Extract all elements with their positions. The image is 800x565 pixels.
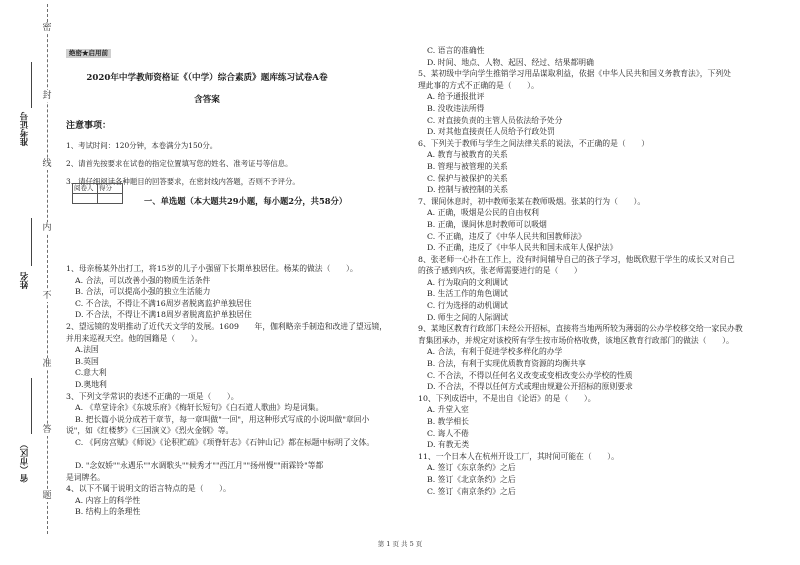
answer-option <box>66 309 348 321</box>
line-text: A. 教育与被教育的关系 <box>427 150 508 160</box>
answer-option <box>66 367 348 379</box>
question-stem <box>66 321 388 333</box>
secret-tag: 绝密★启用前 <box>66 49 111 58</box>
line-text: A. 给予通报批评 <box>427 92 485 102</box>
seal-dashed-line <box>47 4 48 534</box>
line-text: 5、某初级中学向学生推销学习用品谋取利益，依据《中华人民共和国义务教育法》，下列处 <box>418 69 731 79</box>
question-text-line <box>66 425 348 437</box>
answer-option <box>418 462 783 474</box>
line-text: A. 合法，有利于促进学校多样化的办学 <box>427 347 563 357</box>
answer-option <box>418 358 783 370</box>
answer-option <box>66 379 348 391</box>
question-stem <box>418 196 783 208</box>
line-text: B. 管理与被管理的关系 <box>427 161 508 171</box>
line-text: A. 合法，可以改善小强的物质生活条件 <box>75 275 211 285</box>
question-stem <box>418 451 783 463</box>
line-text: C. 签订《南京条约》之后 <box>427 486 516 496</box>
seal-char: 不 <box>40 290 54 302</box>
answer-option <box>418 126 783 138</box>
question-stem <box>418 68 783 80</box>
line-text: C. 行为选择的动机调试 <box>427 301 508 311</box>
seal-char: 内 <box>40 222 54 234</box>
answer-option <box>418 439 783 451</box>
line-text: 并用来巡视天空。他的国籍是（ ）。 <box>66 333 203 343</box>
answer-option <box>66 437 375 449</box>
line-text: C.意大利 <box>75 368 107 378</box>
line-text: 6、下列关于教师与学生之间法律关系的说法，不正确的是（ ） <box>418 138 650 148</box>
answer-option <box>418 300 783 312</box>
line-text: D. 不合法，不得让不满18周岁者脱离监护单独居住 <box>75 310 252 320</box>
line-text: C. 保护与被保护的关系 <box>427 173 508 183</box>
line-text: 11、一个日本人在杭州开设工厂，其时间可能在（ ）。 <box>418 451 619 461</box>
answer-option <box>418 346 783 358</box>
section-heading: 一、单选题（本大题共29小题，每小题2分，共58分） <box>144 196 348 206</box>
line-text: B. 没收违法所得 <box>427 103 485 113</box>
line-text: B. 签订《北京条约》之后 <box>427 474 516 484</box>
line-text: C. 语言的准确性 <box>427 46 485 55</box>
seal-char: 线 <box>40 158 54 170</box>
line-text: 9、某地区教育行政部门未经公开招标，直接将当地两所较为薄弱的公办学校移交给一家民办教 <box>418 324 743 334</box>
answer-option <box>418 219 783 231</box>
answer-option <box>66 298 348 310</box>
line-text: D. "念奴娇""永遇乐""水调歌头""候秀才""西江月""扬州慢""雨霖铃"等都 <box>75 461 324 471</box>
line-text: D. 不正确，违反了《中华人民共和国未成年人保护法》 <box>427 243 618 253</box>
left-column <box>66 40 348 206</box>
exam-id-label: 准考证号 <box>20 112 30 146</box>
score-row <box>66 183 348 207</box>
line-text: 2、望远镜的发明推动了近代天文学的发展。1609 年，伽利略亲手制造和改进了望远镜， <box>66 321 388 331</box>
question-text-line <box>418 80 783 92</box>
line-text: D. 不合法，不得以任何方式或理由规避公开招标的原则要求 <box>427 382 633 392</box>
line-text: B. 合法，有利于实现优质教育资源的均衡共享 <box>427 359 586 369</box>
question-stem <box>418 138 783 150</box>
line-text: D. 时间、地点、人物、起因、经过、结果都明确 <box>427 57 594 67</box>
question-stem <box>66 263 358 275</box>
seal-char: 密 <box>40 22 54 34</box>
line-text: 4、以下不属于说明文的语言特点的是（ ）。 <box>66 484 231 494</box>
notice-item: 2、请首先按要求在试卷的指定位置填写您的姓名、准考证号等信息。 <box>66 159 293 168</box>
answer-option <box>418 184 783 196</box>
line-text: C. 不正确，违反了《中华人民共和国教师法》 <box>427 231 586 241</box>
question-text-line <box>66 449 348 461</box>
line-text: B. 结构上的条理性 <box>75 507 141 517</box>
line-text: 理此事的方式不正确的是（ ）。 <box>418 80 539 90</box>
line-text: D.奥地利 <box>75 379 107 389</box>
line-text: A. 内容上的科学性 <box>75 495 141 505</box>
line-text: B.英国 <box>75 356 99 366</box>
answer-option <box>418 103 783 115</box>
notice-heading: 注意事项： <box>66 121 112 131</box>
question-stem <box>418 393 783 405</box>
question-stem <box>66 391 348 403</box>
exam-id-blank[interactable] <box>31 62 32 108</box>
question-stem <box>418 323 783 335</box>
answer-option <box>418 474 783 486</box>
reviewer-label: 阅卷人 <box>73 184 98 194</box>
notice-item: 1、考试时间：120分钟，本卷满分为150分。 <box>66 141 218 150</box>
answer-option <box>66 356 348 368</box>
line-text: C. 不合法，不得以任何名义改变或变相改变公办学校的性质 <box>427 370 633 380</box>
answer-option <box>418 161 783 173</box>
answer-option <box>418 91 783 103</box>
question-stem <box>418 254 783 266</box>
answer-option <box>66 495 348 507</box>
seal-line-margin <box>0 0 60 565</box>
score-label: 得分 <box>98 184 123 194</box>
name-label: 姓名 <box>20 272 30 289</box>
region-blank[interactable] <box>31 378 32 434</box>
answer-option <box>418 45 783 57</box>
region-label: 省（市区） <box>20 440 30 483</box>
line-text: C. 诲人不倦 <box>427 428 469 438</box>
exam-title: 2020年中学教师资格证《（中学）综合素质》题库练习试卷A卷 <box>86 73 328 83</box>
answer-option <box>418 242 783 254</box>
answer-option <box>66 275 348 287</box>
line-text: D. 师生之间的人际调试 <box>427 312 509 322</box>
left-question-lines <box>66 263 388 518</box>
exam-subtitle: 含答案 <box>194 95 220 105</box>
line-text: C. 不合法，不得让不满16周岁者脱离监护单独居住 <box>75 298 252 308</box>
answer-option <box>66 414 370 426</box>
line-text: A. 正确，吸烟是公民的自由权利 <box>427 208 539 218</box>
answer-option <box>418 288 783 300</box>
line-text: 的孩子感到内疚，张老师需要进行的是（ ） <box>418 266 582 276</box>
line-text: 育集团承办，并规定对该校所有学生按市场价格收费，该地区教育行政部门的做法（ ）。 <box>418 335 734 345</box>
answer-option <box>418 381 783 393</box>
question-text-line <box>66 472 348 484</box>
answer-option <box>66 460 348 472</box>
question-text-line <box>66 333 348 345</box>
answer-option <box>418 370 783 382</box>
answer-option <box>66 402 348 414</box>
answer-option <box>418 115 783 127</box>
reviewer-cell[interactable] <box>73 194 98 204</box>
answer-option <box>418 231 783 243</box>
question-stem <box>66 483 348 495</box>
line-text: C. 《阿房宫赋》《师说》《论积贮疏》《项脊轩志》《石钟山记》都在标题中标明了文体。 <box>75 437 375 447</box>
score-cell[interactable] <box>98 194 123 204</box>
question-text-line <box>418 265 783 277</box>
line-text: 是词牌名。 <box>66 472 105 482</box>
line-text: A. 升堂入室 <box>427 405 469 415</box>
answer-option <box>66 286 348 298</box>
answer-option <box>66 344 348 356</box>
answer-option <box>418 149 783 161</box>
page-footer: 第 1 页 共 5 页 <box>377 540 423 548</box>
line-text: A.法国 <box>75 345 99 355</box>
answer-option <box>418 277 783 289</box>
line-text: D. 控制与被控制的关系 <box>427 185 509 195</box>
answer-option <box>418 404 783 416</box>
line-text: D. 对其他直接责任人员给予行政处罚 <box>427 127 555 137</box>
score-box <box>72 183 123 204</box>
answer-option <box>418 486 783 498</box>
seal-char: 答 <box>40 424 54 436</box>
line-text: B. 正确，课间休息时教师可以吸烟 <box>427 219 547 229</box>
answer-option <box>418 57 783 69</box>
answer-option <box>418 312 783 324</box>
line-text: A. 《草堂诗余》《东坡乐府》《梅轩长短句》《白石道人歌曲》均是词集。 <box>75 403 324 413</box>
line-text: 3、下列文学常识的表述不正确的一项是（ ）。 <box>66 391 239 401</box>
line-text: B. 教学相长 <box>427 417 469 426</box>
answer-option <box>66 506 348 518</box>
answer-option <box>418 416 783 428</box>
line-text: 1、母亲杨某外出打工，将15岁的儿子小强留下长期单独居住。杨某的做法（ ）。 <box>66 264 358 273</box>
name-blank[interactable] <box>31 218 32 266</box>
line-text: A. 签订《东京条约》之后 <box>427 463 516 473</box>
right-question-lines <box>418 45 783 497</box>
notice-item: 3、请仔细阅读各种题目的回答要求，在密封线内答题，否则不予评分。 <box>66 177 300 186</box>
line-text: B. 合法，可以提高小强的独立生活能力 <box>75 287 211 297</box>
seal-char: 题 <box>40 490 54 502</box>
line-text: 7、课间休息时，初中教师张某在教师吸烟。张某的行为（ ）。 <box>418 196 646 206</box>
line-text: C. 对直接负责的主管人员依法给予处分 <box>427 115 563 125</box>
line-text: 8、张老师一心扑在工作上，没有时间辅导自己的孩子学习，他既欣慰于学生的成长又对自己 <box>418 254 735 264</box>
line-text: 说"，如《红楼梦》《三国演义》《烈火金钢》等。 <box>66 426 234 436</box>
line-text: B. 把长篇小说分成若干章节，每一章叫做"一回"，用这种形式写成的小说叫做"章回小 <box>75 414 370 424</box>
line-text: A. 行为取向的文利调试 <box>427 277 508 287</box>
line-text: B. 生活工作的角色调试 <box>427 289 508 299</box>
seal-char: 封 <box>40 90 54 102</box>
line-text: 10、下列成语中，不是出自《论语》的是（ ）。 <box>418 393 596 403</box>
answer-option <box>418 207 783 219</box>
line-text: D. 有教无类 <box>427 440 470 450</box>
answer-option <box>418 428 783 440</box>
seal-char: 准 <box>40 358 54 370</box>
answer-option <box>418 173 783 185</box>
question-text-line <box>418 335 783 347</box>
